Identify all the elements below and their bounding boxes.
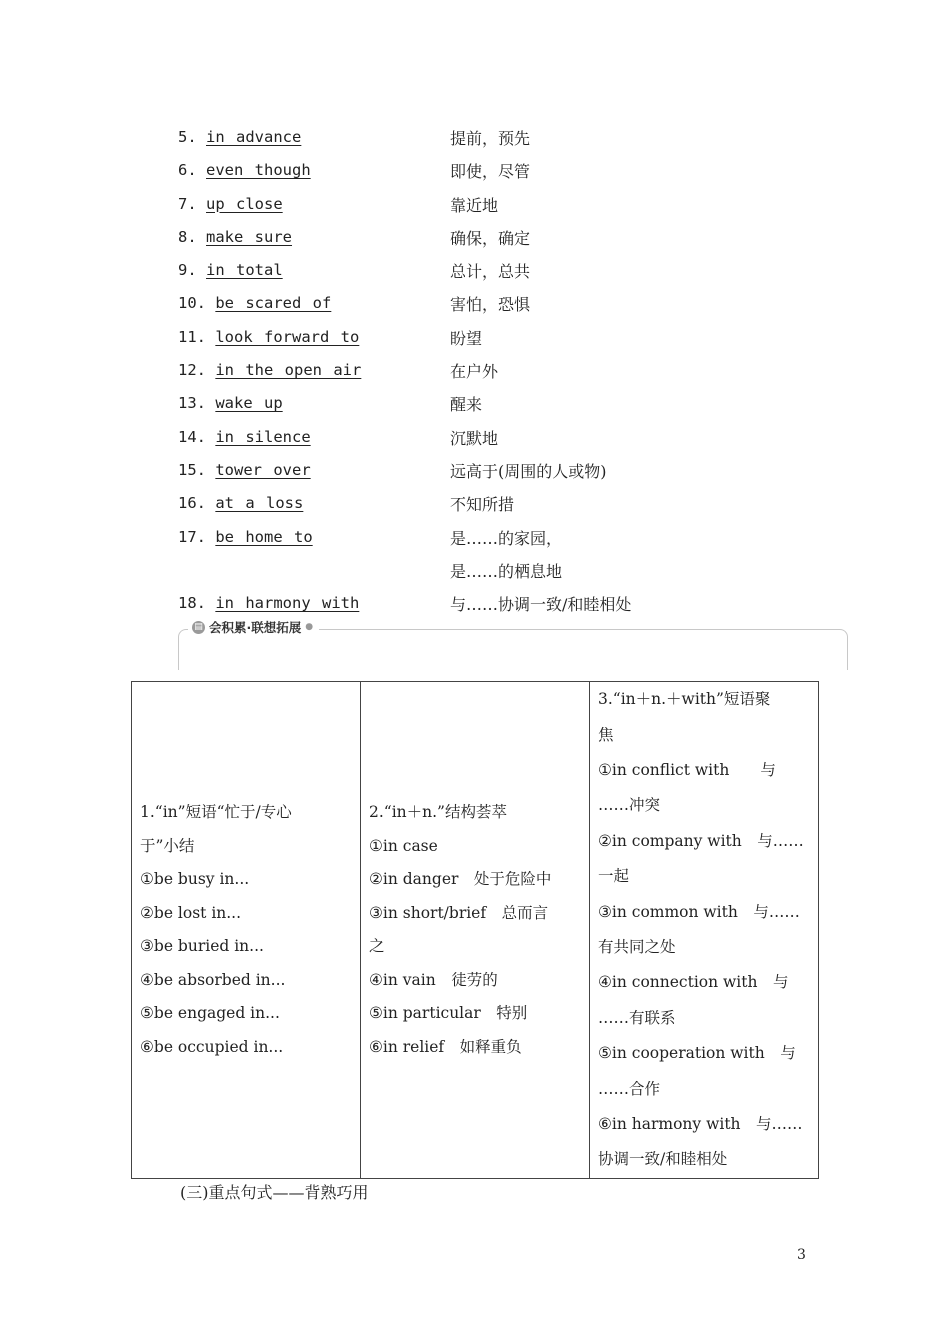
table-line: 焦	[598, 725, 614, 744]
phrase-text: up close	[206, 194, 283, 213]
table-line: ⑥in harmony with 与……	[598, 1115, 803, 1134]
phrase-meaning: 醒来	[450, 395, 483, 415]
table-line: ①be busy in...	[140, 870, 250, 888]
phrase-english	[178, 328, 359, 346]
phrase-text: at a loss	[215, 494, 304, 513]
table-line: 2.“in＋n.”结构荟萃	[369, 803, 507, 821]
phrase-text: be home to	[215, 527, 313, 546]
table-line: ③in short/brief 总而言	[369, 903, 549, 922]
table-line: ⑤be engaged in...	[140, 1004, 280, 1022]
table-line: 1.“in”短语“忙于/专心	[140, 803, 292, 821]
phrase-meaning: 即使，尽管	[450, 162, 531, 182]
phrase-text: in the open air	[215, 361, 362, 380]
phrase-english	[178, 228, 292, 246]
phrase-meaning: 不知所措	[450, 495, 515, 515]
table-line: 之	[369, 937, 385, 955]
phrase-row	[178, 290, 878, 323]
phrase-number: 18.	[178, 594, 206, 613]
phrase-row	[178, 157, 878, 190]
table-line: ②in danger 处于危险中	[369, 870, 552, 888]
table-line: ……有联系	[598, 1008, 676, 1027]
phrase-text: in advance	[206, 128, 302, 146]
phrase-meaning: 是……的家园，	[450, 528, 563, 548]
phrase-row	[178, 390, 878, 423]
phrase-text: tower over	[215, 460, 311, 479]
table-line: ……冲突	[598, 796, 661, 815]
book-icon: ▤	[192, 621, 205, 634]
section-heading: (三)重点句式——背熟巧用	[180, 1183, 369, 1202]
phrase-row	[178, 424, 878, 457]
phrase-number: 12.	[178, 361, 206, 380]
phrase-number: 7.	[178, 194, 197, 213]
phrase-number: 5.	[178, 128, 197, 146]
phrase-text: make sure	[206, 227, 293, 246]
phrase-number: 15.	[178, 460, 206, 479]
phrase-row	[178, 490, 878, 523]
phrase-text: in silence	[215, 427, 311, 446]
table-line: 协调一致/和睦相处	[598, 1150, 728, 1169]
phrase-number: 10.	[178, 294, 206, 313]
phrase-text: in harmony with	[215, 594, 360, 613]
table-line: ……合作	[598, 1079, 661, 1098]
phrase-meaning: 靠近地	[450, 195, 499, 215]
phrase-meaning: 确保，确定	[450, 228, 531, 248]
table-line: ③in common with 与……	[598, 902, 800, 921]
table-line: 一起	[598, 867, 630, 886]
page-number: 3	[797, 1247, 806, 1263]
phrase-meaning: 是……的栖息地	[450, 561, 563, 581]
phrase-english	[178, 461, 311, 479]
phrase-english	[178, 394, 283, 412]
banner-dot-icon: ●	[305, 622, 314, 632]
phrase-english	[178, 361, 361, 379]
phrase-english	[178, 195, 283, 213]
banner-title: 会积累·联想拓展	[209, 620, 302, 635]
phrase-meaning: 提前，预先	[450, 129, 531, 148]
phrase-number: 11.	[178, 327, 206, 346]
phrase-row	[178, 457, 878, 490]
phrase-list	[178, 124, 878, 623]
summary-col-in-phrases	[132, 682, 361, 1179]
phrase-row	[178, 357, 878, 390]
phrase-row	[178, 224, 878, 257]
table-line: ①in case	[369, 836, 438, 855]
phrase-text: in total	[206, 261, 283, 280]
phrase-number: 6.	[178, 161, 197, 180]
section-banner	[188, 618, 319, 636]
table-line: ②in company with 与……	[598, 831, 804, 850]
phrase-meaning: 害怕，恐惧	[450, 295, 531, 315]
table-line: 有共同之处	[598, 938, 676, 956]
summary-col-in-noun-with	[590, 682, 819, 1179]
phrase-english	[178, 494, 303, 512]
table-line: 于”小结	[140, 836, 195, 855]
phrase-number: 13.	[178, 394, 206, 413]
summary-col-in-noun	[361, 682, 590, 1179]
table-line: 3.“in＋n.＋with”短语聚	[598, 690, 771, 709]
phrase-row	[178, 191, 878, 224]
table-line: ④in connection with 与	[598, 973, 789, 992]
phrase-number: 16.	[178, 494, 206, 513]
phrase-english	[178, 161, 311, 179]
table-line: ③be buried in...	[140, 937, 264, 955]
phrase-english	[178, 261, 283, 279]
phrase-meaning: 总计，总共	[450, 262, 531, 282]
phrase-number: 17.	[178, 527, 206, 546]
phrase-text: even though	[206, 161, 311, 180]
phrase-text: wake up	[215, 394, 283, 413]
phrase-row	[178, 324, 878, 357]
table-line: ⑥be occupied in...	[140, 1037, 284, 1056]
phrase-meaning: 沉默地	[450, 428, 499, 448]
table-line: ④in vain 徒劳的	[369, 970, 498, 989]
phrase-meaning: 盼望	[450, 328, 483, 348]
table-line: ⑤in cooperation with 与	[598, 1044, 796, 1063]
phrase-meaning: 在户外	[450, 362, 499, 382]
phrase-row	[178, 557, 878, 590]
phrase-meaning: 与……协调一致/和睦相处	[450, 595, 632, 615]
summary-table	[131, 681, 819, 1179]
table-line: ⑥in relief 如释重负	[369, 1037, 522, 1056]
phrase-row	[178, 524, 878, 557]
table-line: ⑤in particular 特别	[369, 1004, 528, 1022]
table-line: ④be absorbed in...	[140, 970, 286, 989]
phrase-text: be scared of	[215, 294, 332, 313]
table-line: ②be lost in...	[140, 903, 242, 922]
phrase-english	[178, 294, 331, 312]
table-line: ①in conflict with 与	[598, 760, 776, 779]
phrase-row	[178, 257, 878, 290]
phrase-english	[178, 128, 301, 146]
phrase-english	[178, 594, 359, 612]
phrase-text: look forward to	[215, 327, 360, 346]
phrase-row	[178, 124, 878, 157]
phrase-number: 14.	[178, 427, 206, 446]
phrase-number: 8.	[178, 227, 197, 246]
phrase-english	[178, 428, 311, 446]
phrase-english	[178, 528, 313, 546]
phrase-number: 9.	[178, 261, 197, 280]
phrase-meaning: 远高于(周围的人或物)	[450, 461, 607, 481]
